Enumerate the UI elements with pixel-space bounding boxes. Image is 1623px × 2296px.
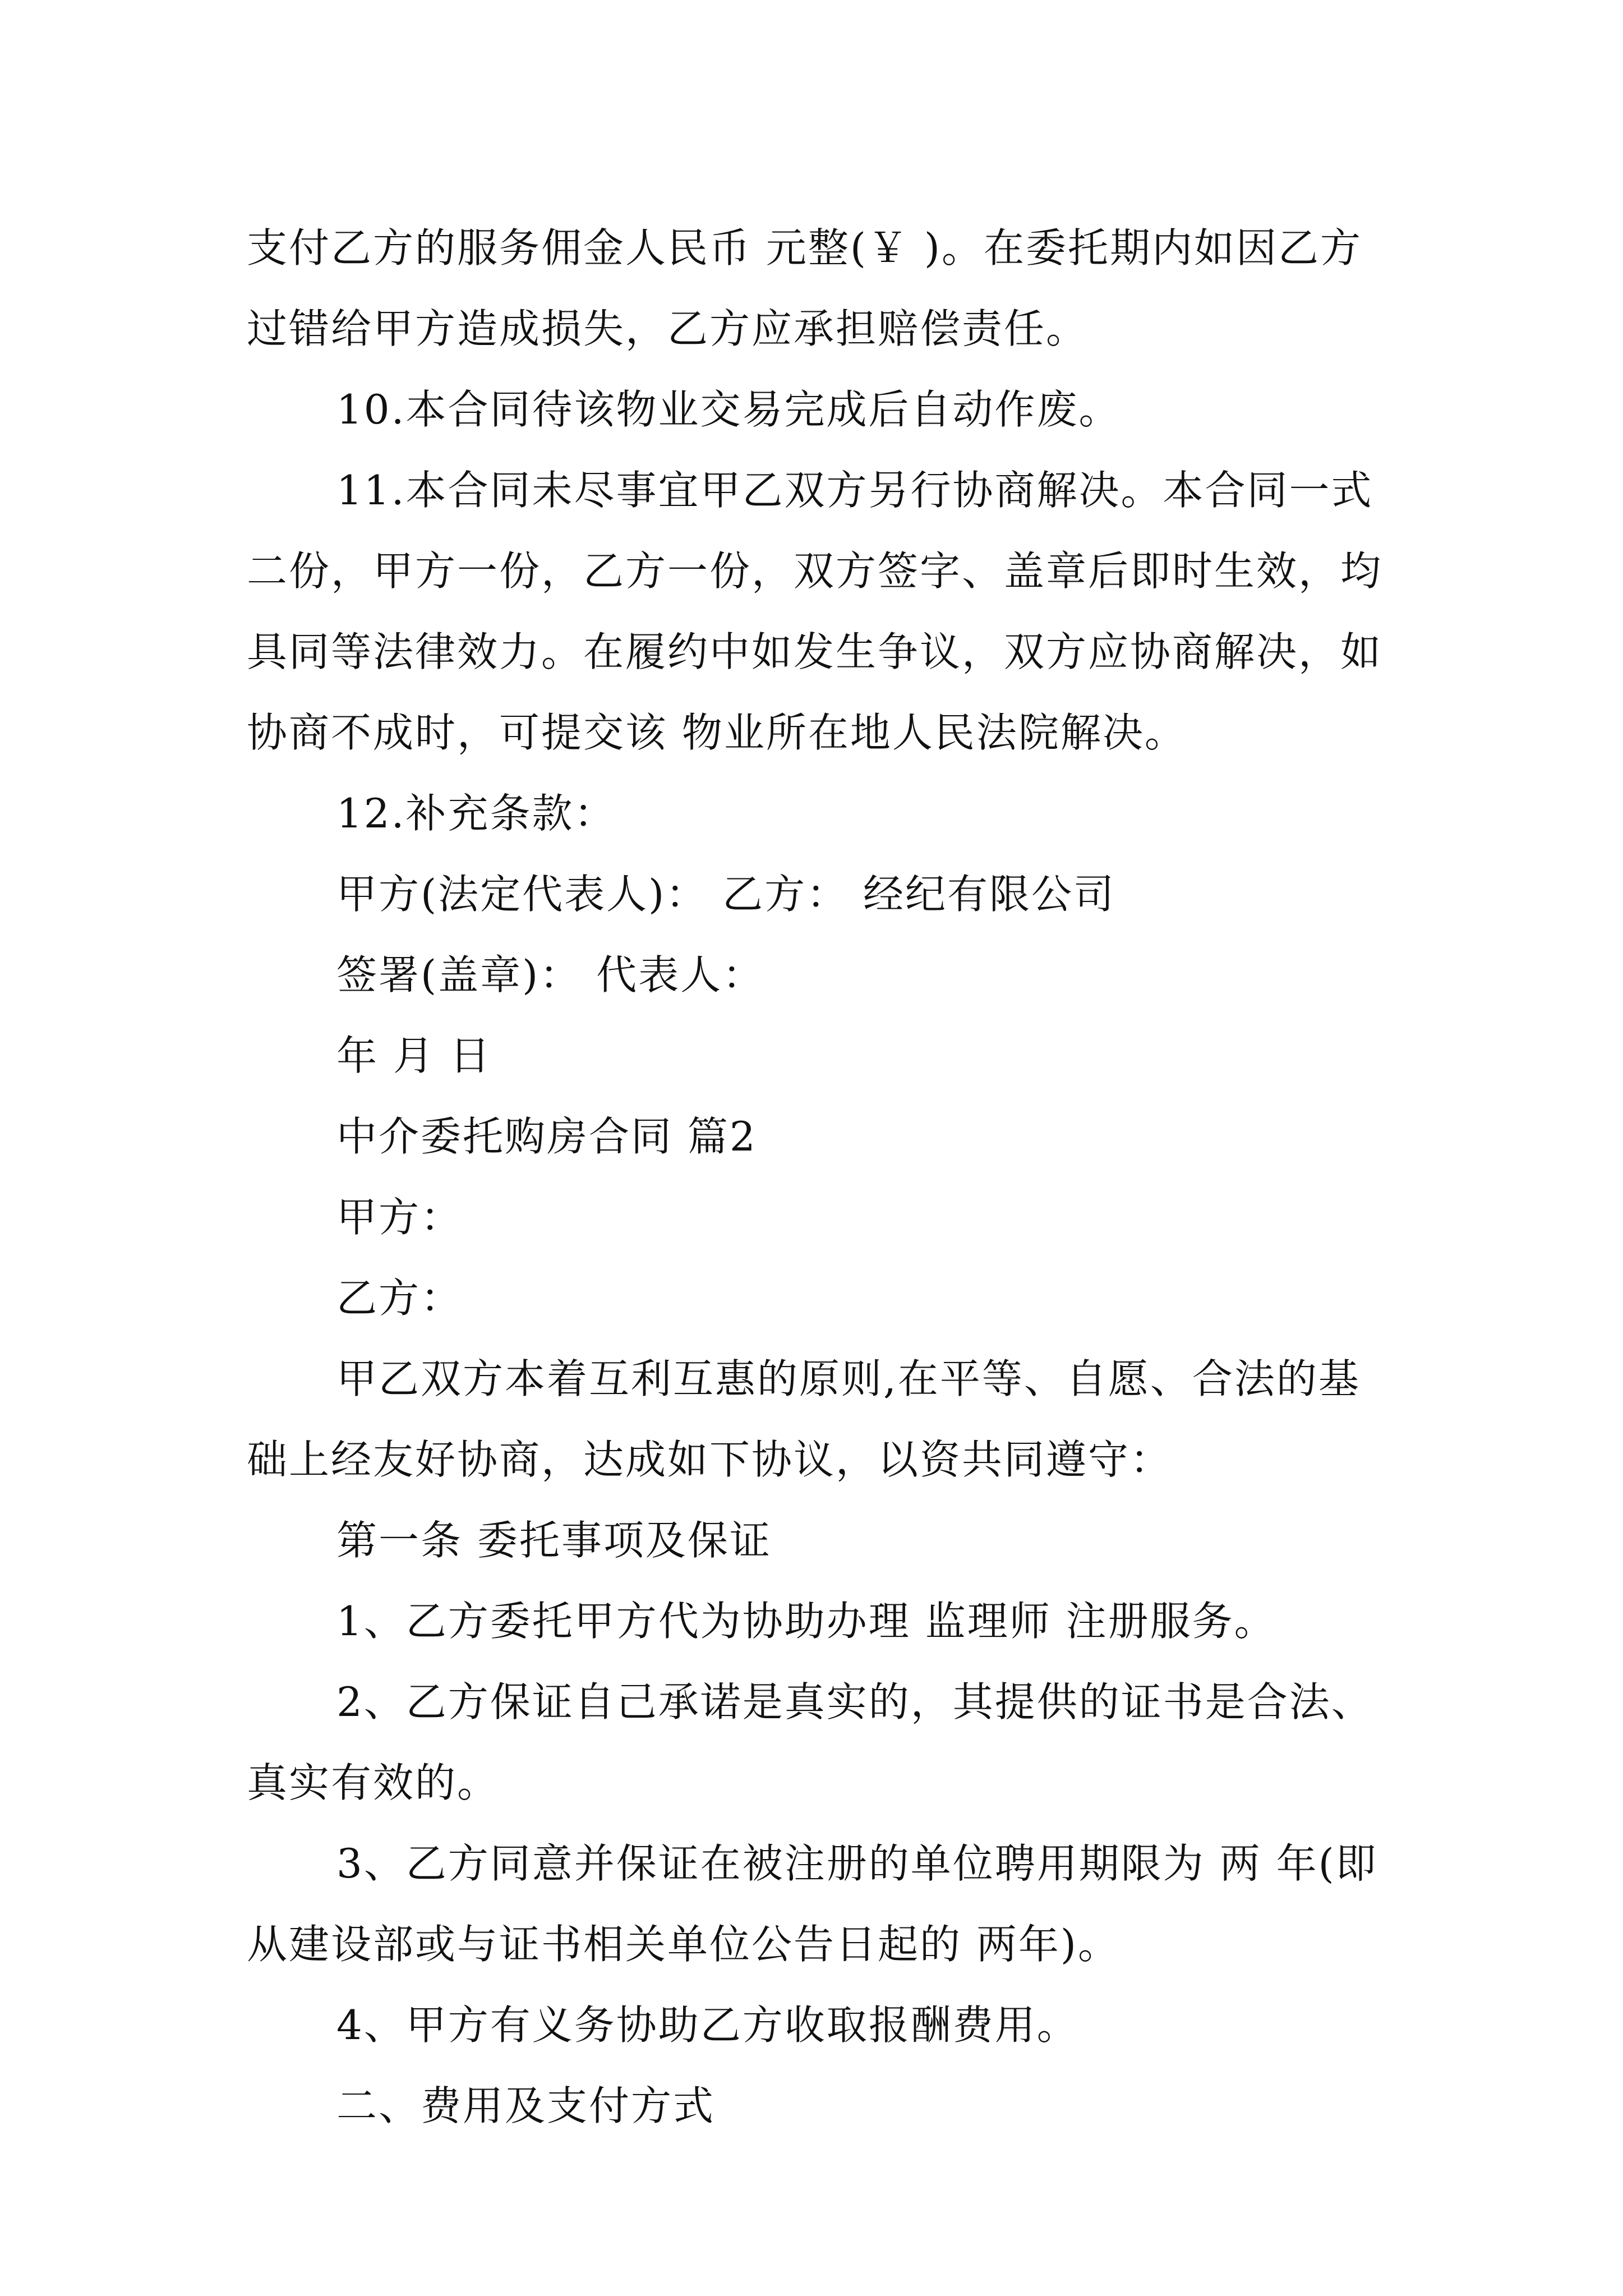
article-heading-1: 第一条 委托事项及保证 [336, 1517, 772, 1564]
paragraph-preamble: 甲乙双方本着互利互惠的原则,在平等、自愿、合法的基础上经友好协商，达成如下协议，以资共同遵守： [247, 1355, 1361, 1483]
party-a-line: 甲方： [336, 1194, 463, 1241]
list-item-2: 2、乙方保证自己承诺是真实的，其提供的证书是合法、真实有效的。 [247, 1678, 1373, 1806]
list-item-1: 1、乙方委托甲方代为协助办理 监理师 注册服务。 [336, 1598, 1276, 1645]
article-heading-2: 二、费用及支付方式 [336, 2082, 716, 2129]
paragraph-commission-liability: 支付乙方的服务佣金人民币 元整(￥ )。在委托期内如因乙方过错给甲方造成损失，乙方应承担赔偿责任。 [247, 224, 1362, 352]
party-b-line: 乙方： [336, 1274, 463, 1322]
list-item-4: 4、甲方有义务协助乙方收取报酬费用。 [336, 2001, 1079, 2049]
section-heading-contract-2: 中介委托购房合同 篇2 [336, 1113, 757, 1160]
document-body [247, 208, 1391, 2146]
date-line: 年 月 日 [336, 1032, 492, 1079]
paragraph-clause-12: 12.补充条款： [336, 790, 616, 837]
list-item-3: 3、乙方同意并保证在被注册的单位聘用期限为 两 年(即从建设部或与证书相关单位公告日起的 两年)。 [247, 1840, 1378, 1968]
signature-seal-line: 签署(盖章)： 代表人： [336, 951, 765, 999]
paragraph-clause-10: 10.本合同待该物业交易完成后自动作废。 [336, 386, 1121, 433]
paragraph-clause-11: 11.本合同未尽事宜甲乙双方另行协商解决。本合同一式二份，甲方一份，乙方一份，双方签字、盖章后即时生效，均具同等法律效力。在履约中如发生争议，双方应协商解决，如协商不成时，可提交该 物业所在地人民法院解决。 [247, 467, 1383, 756]
signature-parties-line: 甲方(法定代表人)： 乙方： 经纪有限公司 [336, 871, 1115, 918]
